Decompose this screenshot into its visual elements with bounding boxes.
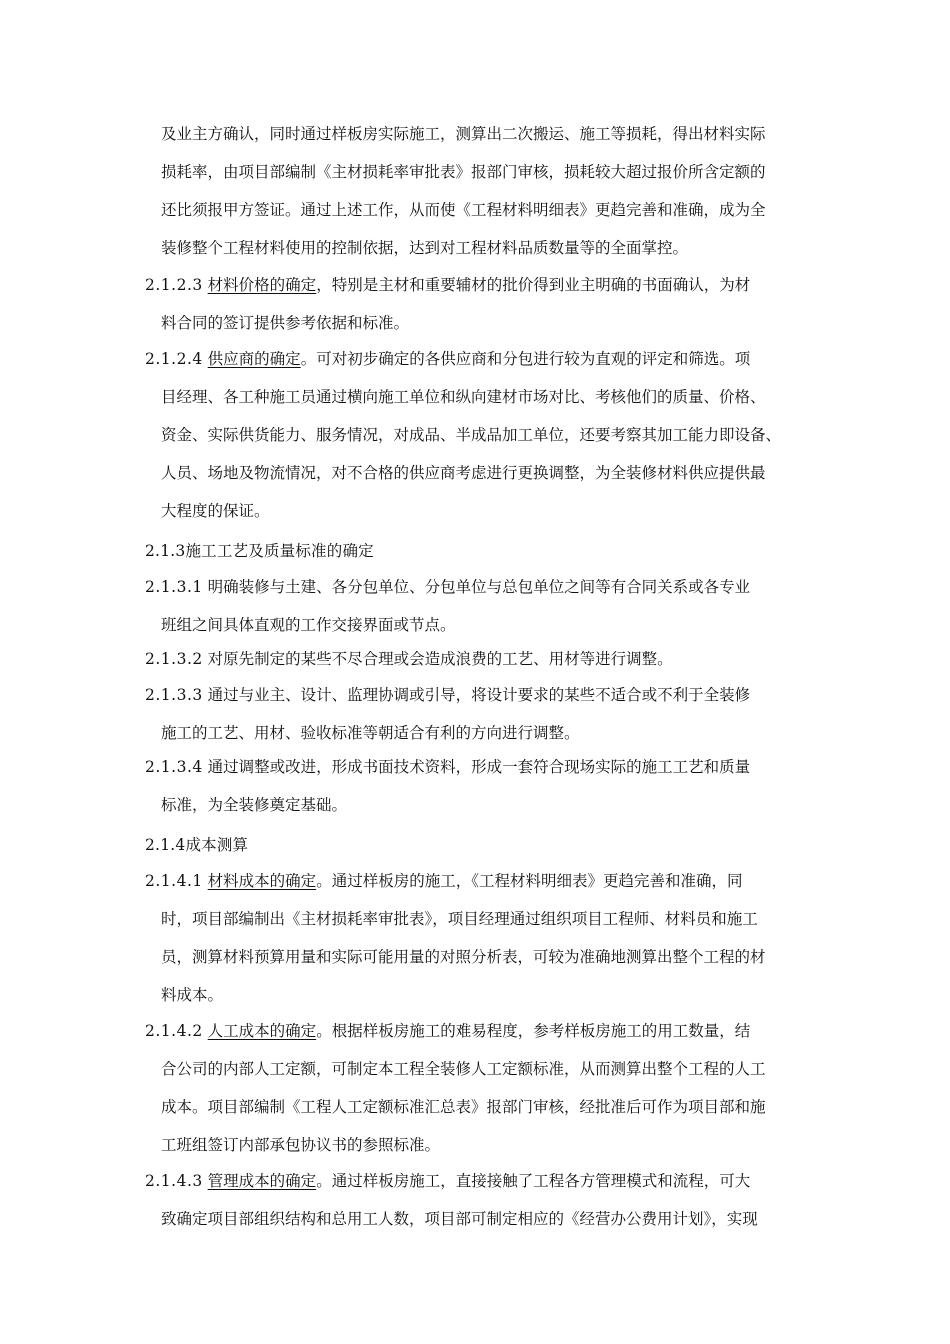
section-cont-line: 员，测算材料预算用量和实际可能用量的对照分析表，可较为准确地测算出整个工程的材 [161,948,766,966]
section-text: ，特别是主材和重要辅材的批价得到业主明确的书面确认，为材 [316,276,751,294]
section-cont-line: 标准，为全装修奠定基础。 [161,796,348,814]
section-cont-line: 时，项目部编制出《主材损耗率审批表》，项目经理通过组织项目工程师、材料员和施工 [161,910,758,928]
section-first-line [145,862,815,900]
section-cont-line: 合公司的内部人工定额，可制定本工程全装修人工定额标准，从而测算出整个工程的人工 [161,1060,766,1078]
section-number: 2.1.2.3 [145,276,203,294]
section-2-1-2-4 [145,340,815,530]
section-heading: 2.1.4成本测算 [145,836,249,854]
section-cont-line: 成本。项目部编制《工程人工定额标准汇总表》报部门审核，经批准后可作为项目部和施 [161,1098,766,1116]
section-text: 。根据样板房施工的难易程度，参考样板房施工的用工数量，结 [316,1022,751,1040]
section-2-1-3-3 [145,676,815,752]
section-number: 2.1.4.3 [145,1172,203,1190]
section-cont-line: 目经理、各工种施工员通过横向施工单位和纵向建材市场对比、考核他们的质量、价格、 [161,388,766,406]
intro-line: 还比须报甲方签证。通过上述工作，从而使《工程材料明细表》更趋完善和准确，成为全 [161,201,766,219]
section-text: 。通过样板房的施工，《工程材料明细表》更趋完善和准确，同 [316,872,743,890]
heading-2-1-4 [145,826,815,864]
section-first-line [145,1012,815,1050]
section-number: 2.1.4.1 [145,872,203,890]
section-text: 通过调整或改进，形成书面技术资料，形成一套符合现场实际的施工工艺和质量 [207,758,751,776]
section-number: 2.1.2.4 [145,350,203,368]
section-number: 2.1.3.2 [145,650,203,668]
section-cont-line: 料成本。 [161,986,224,1004]
section-text: 。可对初步确定的各供应商和分包进行较为直观的评定和筛选。项 [300,350,751,368]
section-cont-line: 工班组签订内部承包协议书的参照标准。 [161,1136,441,1154]
section-text: 对原先制定的某些不尽合理或会造成浪费的工艺、用材等进行调整。 [207,650,673,668]
section-topic: 管理成本的确定 [207,1172,317,1190]
section-cont-line: 大程度的保证。 [161,502,270,520]
section-cont-line: 致确定项目部组织结构和总用工人数，项目部可制定相应的《经营办公费用计划》，实现 [161,1210,758,1228]
section-text: 通过与业主、设计、监理协调或引导，将设计要求的某些不适合或不利于全装修 [207,686,751,704]
section-2-1-3-2 [145,640,815,678]
intro-line: 装修整个工程材料使用的控制依据，达到对工程材料品质数量等的全面掌控。 [161,239,689,257]
section-first-line [145,1162,815,1200]
section-topic: 材料价格的确定 [207,276,317,294]
section-cont-line: 施工的工艺、用材、验收标准等朝适合有利的方向进行调整。 [161,724,580,742]
intro-line: 及业主方确认，同时通过样板房实际施工，测算出二次搬运、施工等损耗，得出材料实际 [161,125,766,143]
section-first-line [145,640,815,678]
section-cont-line: 班组之间具体直观的工作交接界面或节点。 [161,616,456,634]
section-number: 2.1.4.2 [145,1022,203,1040]
section-first-line [145,676,815,714]
section-heading: 2.1.3施工工艺及质量标准的确定 [145,542,374,560]
section-number: 2.1.3.1 [145,578,203,596]
intro-line: 损耗率，由项目部编制《主材损耗率审批表》报部门审核，损耗较大超过报价所含定额的 [161,163,766,181]
section-2-1-3-1 [145,568,815,644]
section-2-1-4-2 [145,1012,815,1164]
section-2-1-4-3 [145,1162,815,1238]
section-topic: 人工成本的确定 [207,1022,317,1040]
section-text: 明确装修与土建、各分包单位、分包单位与总包单位之间等有合同关系或各专业 [207,578,751,596]
section-text: 。通过样板房施工，直接接触了工程各方管理模式和流程，可大 [316,1172,751,1190]
section-first-line [145,568,815,606]
section-first-line [145,748,815,786]
section-first-line [145,340,815,378]
section-cont-line: 人员、场地及物流情况，对不合格的供应商考虑进行更换调整，为全装修材料供应提供最 [161,464,766,482]
section-topic: 材料成本的确定 [207,872,317,890]
section-2-1-2-3 [145,266,815,342]
heading-2-1-3 [145,532,815,570]
section-first-line [145,266,815,304]
section-cont-line: 料合同的签订提供参考依据和标准。 [161,314,410,332]
intro-paragraph [145,115,815,267]
section-number: 2.1.3.4 [145,758,203,776]
section-topic: 供应商的确定 [207,350,301,368]
section-number: 2.1.3.3 [145,686,203,704]
section-2-1-3-4 [145,748,815,824]
section-2-1-4-1 [145,862,815,1014]
section-cont-line: 资金、实际供货能力、服务情况，对成品、半成品加工单位，还要考察其加工能力即设备、 [161,426,782,444]
